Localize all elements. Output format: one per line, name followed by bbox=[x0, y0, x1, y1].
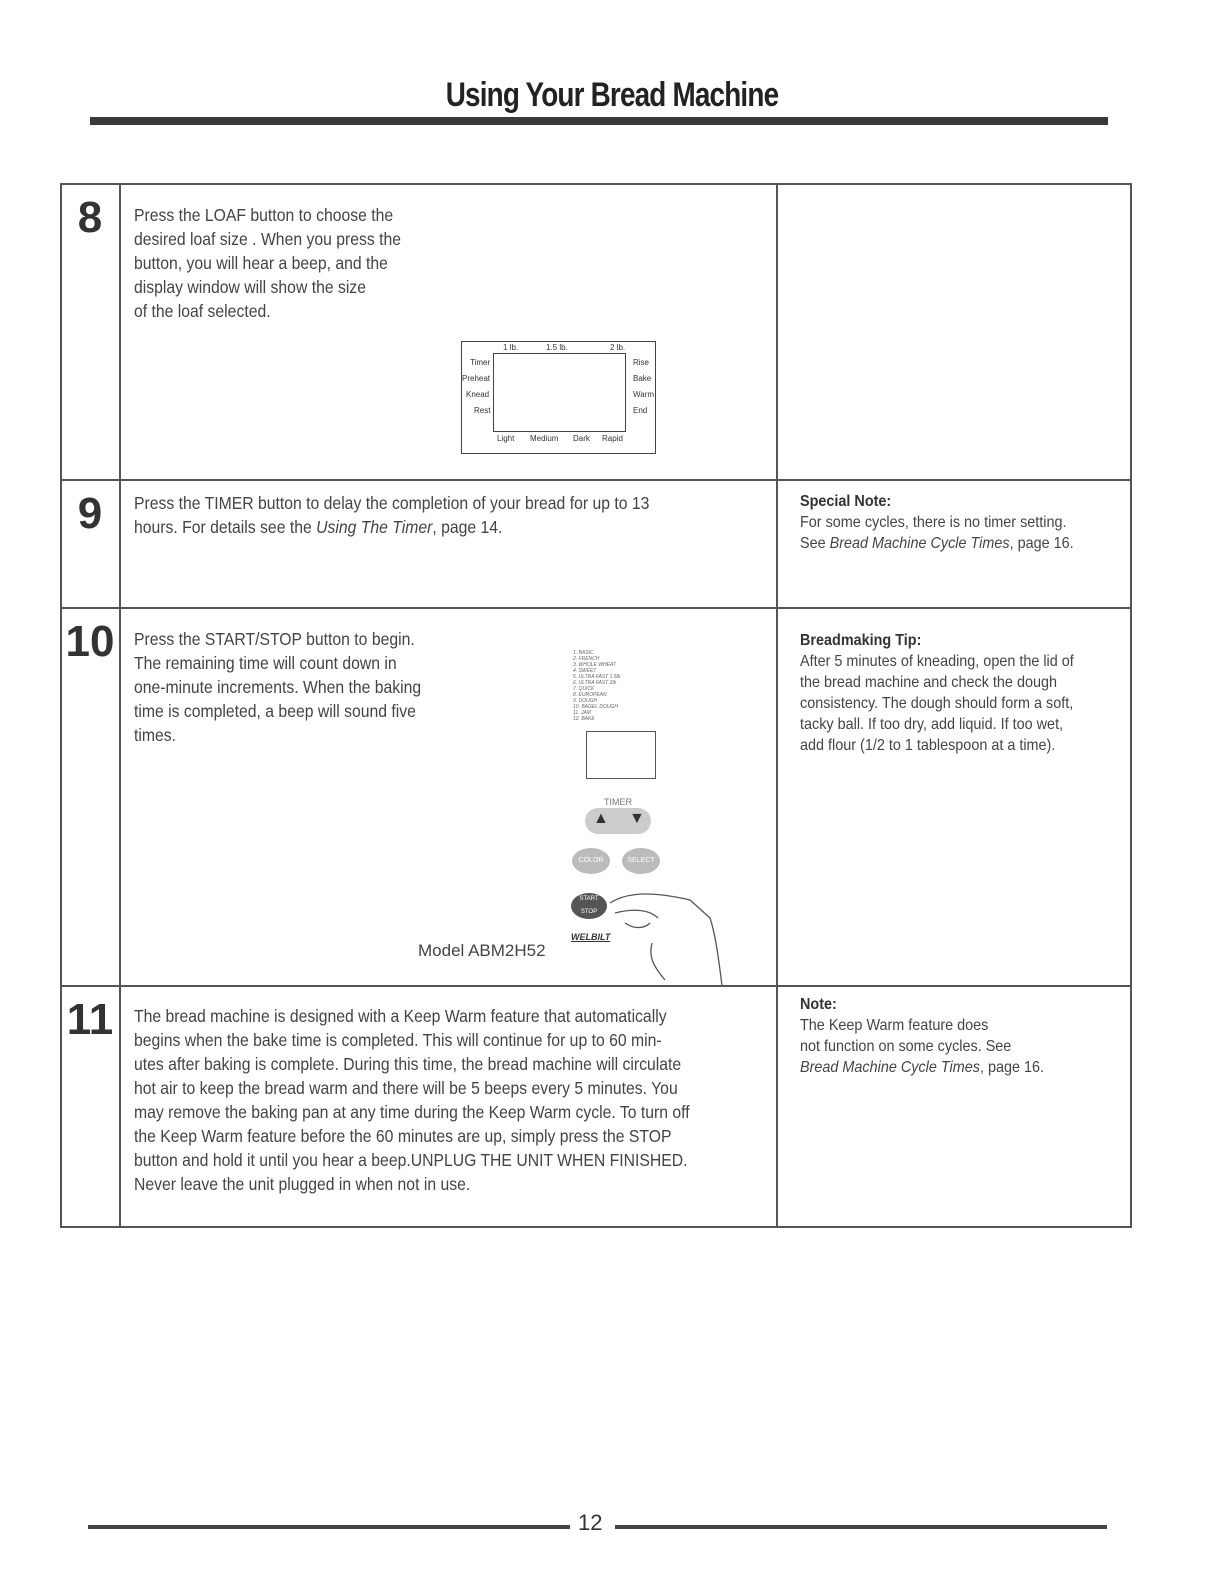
keep-warm-note: Note: The Keep Warm feature does not function on some cycles. See Bread Machine Cycle Times, page 16. bbox=[800, 996, 1044, 1076]
step-number: 9 bbox=[77, 489, 103, 538]
brand-logo: WELBILT bbox=[571, 932, 611, 942]
mini-lcd-window bbox=[586, 731, 656, 779]
lcd-window bbox=[493, 353, 626, 432]
step-11-text: The bread machine is designed with a Keep Warm feature that automatically begins when the bake time is completed. This will continue for up to 60 min- utes after baking is complete. During this time, the bread machine will circulate hot air to keep the bread warm and there will be 5 beeps every 5 minutes. You may remove the baking pan at any time during the Keep Warm cycle. To turn off the Keep Warm feature before the 60 minutes are up, simply press the STOP button and hold it until you hear a beep.UNPLUG THE UNIT WHEN FINISHED. Never leave the unit plugged in when not in use. bbox=[134, 1006, 690, 1194]
step-8-text: Press the LOAF button to choose the desired loaf size . When you press the button, you will hear a beep, and the display window will show the size of the loaf selected. bbox=[134, 205, 402, 321]
timer-label: TIMER bbox=[604, 797, 632, 807]
timer-buttons bbox=[585, 808, 651, 834]
model-label: Model ABM2H52 bbox=[418, 941, 546, 960]
start-stop-button: START STOP bbox=[571, 893, 607, 919]
timer-up-icon: ▲ bbox=[593, 810, 609, 827]
row-divider bbox=[60, 607, 1132, 609]
page-title: Using Your Bread Machine bbox=[445, 76, 779, 114]
column-divider bbox=[776, 183, 778, 1228]
footer-rule-right bbox=[615, 1525, 1107, 1529]
column-divider bbox=[119, 183, 121, 1228]
program-list: 1. BASIC 2. FRENCH 3. WHOLE WHEAT 4. SWEET 5. ULTRA FAST 1.5lb 6. ULTRA FAST 2lb 7. QUICK 8. EUROPEAN 9. DOUGH 10. BAGEL DOUGH 11. JAM 12. BAKE bbox=[573, 650, 621, 722]
hand-icon bbox=[590, 888, 740, 988]
footer-rule-left bbox=[88, 1525, 570, 1529]
step-number: 10 bbox=[65, 617, 115, 666]
breadmaking-tip: Breadmaking Tip: After 5 minutes of kneading, open the lid of the bread machine and check the dough consistency. The dough should form a soft, tacky ball. If too dry, add liquid. If too wet, add flour (1/2 to 1 tablespoon at a time). bbox=[800, 632, 1074, 754]
step-number: 11 bbox=[66, 995, 114, 1044]
color-button: COLOR bbox=[572, 848, 610, 874]
select-button: SELECT bbox=[622, 848, 660, 874]
title-rule bbox=[90, 117, 1108, 125]
special-note: Special Note: For some cycles, there is no timer setting. See Bread Machine Cycle Times, page 16. bbox=[800, 493, 1074, 552]
timer-down-icon: ▼ bbox=[629, 810, 645, 827]
row-divider bbox=[60, 479, 1132, 481]
page-number: 12 bbox=[578, 1510, 603, 1535]
step-9-text: Press the TIMER button to delay the completion of your bread for up to 13 hours. For details see the Using The Timer, page 14. bbox=[134, 493, 650, 537]
step-10-text: Press the START/STOP button to begin. The remaining time will count down in one-minute increments. When the baking time is completed, a beep will sound five times. bbox=[134, 629, 422, 745]
step-number: 8 bbox=[77, 193, 103, 242]
display-window-diagram: 1 lb. 1.5 lb. 2 lb. Timer Preheat Knead Rest Rise Bake Warm End Light Medium Dark Rapid bbox=[461, 341, 656, 454]
